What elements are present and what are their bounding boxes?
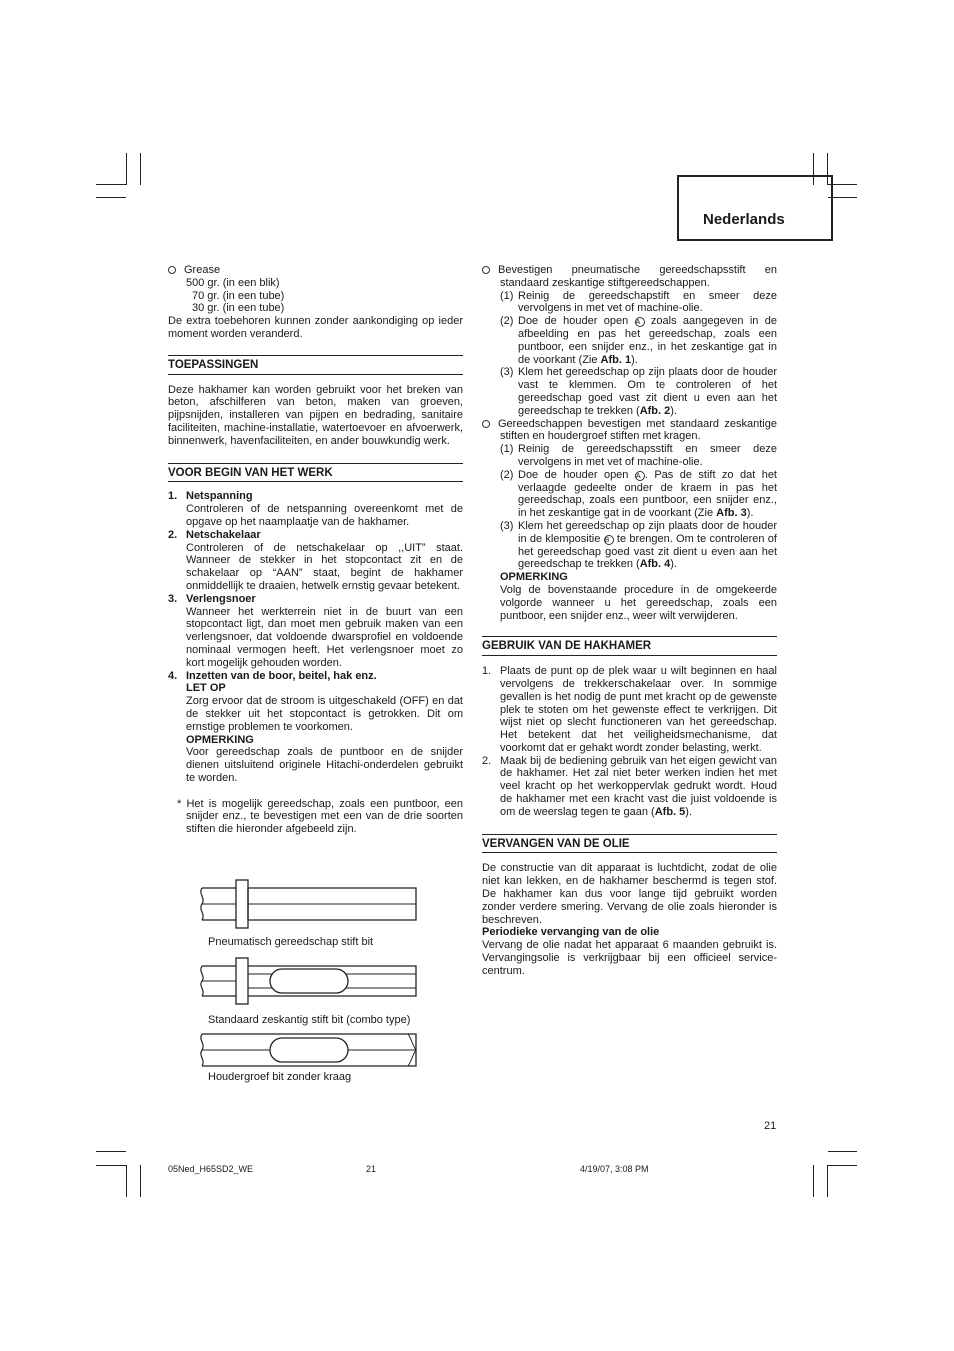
caution-label: LET OP [186,682,226,695]
collar-intro [482,418,777,444]
crop-mark [828,1151,857,1152]
step-item [482,290,777,316]
language-tab [677,175,833,241]
figure-ref: Afb. 2 [639,404,671,417]
list-item [482,665,777,755]
step-number: (3) [500,519,514,532]
hex-bit-illustration [198,956,420,1006]
marker-a-icon: A [635,471,645,481]
step-item [482,443,777,469]
item-title: Verlengsnoer [186,592,256,605]
crop-mark [813,1165,814,1197]
crop-mark [140,1165,141,1197]
section-heading-use: GEBRUIK VAN DE HAKHAMER [482,636,777,656]
asterisk-note: * Het is mogelijk gereedschap, zoals een puntboor, een snijder enz., te bevestigen met een van de drie soorten stiften die hieronder afgebeeld zijn. [177,797,463,836]
note-text: Volg de bovenstaande procedure in de omgekeerde volgorde wanneer u het gereedschap, zoals een puntboor, een snijder enz., weer wilt verwijderen. [500,583,777,622]
crop-mark [96,1165,126,1166]
left-column [168,264,463,836]
list-item [168,490,463,528]
use-list [482,665,777,819]
bit-caption: Pneumatisch gereedschap stift bit [208,936,374,948]
step-number: (2) [500,315,514,328]
note-label: OPMERKING [500,571,568,584]
item-number: 2. [168,528,178,541]
step-item [482,315,777,366]
bullet-circle-icon [482,420,490,428]
periodic-label: Periodieke vervanging van de olie [482,926,660,939]
item-text: Wanneer het werkterrein niet in de buurt van een stopcontact ligt, dan moet men gebruik maken van een verlengsnoer, dat voldoende dwarsprofiel en voldoende nominaal vermogen heeft. Het verlengsnoer moet zo kort mogelijk gehouden worden. [186,605,463,669]
oil-text: De constructie van dit apparaat is luchtdicht, zodat de olie niet kan lekken, en de hakhamer beschermd is tegen stof. De hakhamer kan dus voor lange tijd gebruikt worden zonder verdere smering. Vervang de olie zoals hieronder is beschreven. [482,862,777,926]
figure-ref: Afb. 5 [654,805,686,818]
marker-a-icon: A [635,317,645,327]
step-item [482,520,777,571]
crop-mark [96,197,126,198]
crop-mark [96,1151,126,1152]
list-item [168,529,463,593]
bit-caption: Standaard zeskantig stift bit (combo type) [208,1014,411,1026]
language-label: Nederlands [703,211,785,228]
step-number: (1) [500,443,514,456]
crop-mark [96,184,126,185]
item-text: Maak bij de bediening gebruik van het eigen gewicht van de hakhamer. Het zal niet beter werken indien het met veel kracht op het werkoppervlak gedrukt wordt. Houd de hakhamer met een kracht vast die juist voldoende is om de weerslag tegen te gaan (Afb. 5). [500,754,777,818]
item-title: Inzetten van de boor, beitel, hak enz. [186,669,377,682]
grease-line [168,264,463,277]
pneumatic-bit-illustration [198,878,420,930]
item-number: 4. [168,669,178,682]
grease-item: 30 gr. (in een tube) [192,302,285,315]
item-number: 1. [482,665,492,678]
item-number: 3. [168,592,178,605]
note-label: OPMERKING [186,733,254,746]
step-text: Doe de houder open A . Pas de stift zo dat het verlaagde gedeelte onder de kraem in pas het gereedschap, zoals een puntboor, een snijder enz., in het zeskantige gat in de voorkant (Zie Afb. 3). [518,468,777,520]
step-text: Doe de houder open A zoals aangegeven in de afbeelding en pas het gereedschap, zoals een puntboor, een snijder enz., in het zeskantige gat in de voorkant (Zie Afb. 1). [518,315,777,366]
figure-ref: Afb. 4 [639,558,671,571]
step-text: Klem het gereedschap op zijn plaats door de houder vast te klemmen. Om te controleren of het gereedschap goed vast zit dient u even aan het gereedschap te trekken (Afb. 2). [518,366,777,417]
crop-mark [126,1165,127,1197]
item-title: Netspanning [186,490,253,503]
page-number: 21 [764,1120,777,1132]
pneumatic-intro-text: Bevestigen pneumatische gereedschapsstift en standaard zeskantige stiftgereedschappen. [498,264,777,289]
crop-mark [827,1165,828,1197]
grease-item: 500 gr. (in een blik) [186,276,280,289]
item-text: Plaats de punt op de plek waar u wilt beginnen en haal vervolgens de trekkerschakelaar over. In sommige gevallen is het nodig de punt met kracht op de gewenste plek te stoten om het gewenste effect te verkrijgen. Dit wijst niet op slecht functioneren van het gereedschap. Het betekent dat het veiligheidsmechanisme, dat voorkomt dat er gehakt wordt zonder belasting, werkt. [500,665,777,754]
item-text: Controleren of de netschakelaar op ,,UIT” staat. Wanneer de stekker in het stopcontact zit en de schakelaar op “AAN” staat, begint de hakhamer onmiddellijk te draaien, hetwelk ernstig gevaar betekent. [186,541,463,592]
periodic-text: Vervang de olie nadat het apparaat 6 maanden gebruikt is. Vervangingsolie is verkrijgbaar bij een officieel service-centrum. [482,939,777,977]
caution-text: Zorg ervoor dat de stroom is uitgeschakeld (OFF) en dat de stekker uit het stopcontact is getrokken. Dit om ernstige problemen te voorkomen. [186,695,463,733]
item-number: 1. [168,490,178,503]
list-item [168,670,463,785]
footer-filename: 05Ned_H65SD2_WE [168,1164,254,1174]
grease-item: 70 gr. (in een tube) [192,289,285,302]
step-item [482,366,777,417]
step-text: Reinig de gereedschapsstift en smeer deze vervolgens in met vet of machine-olie. [518,443,777,468]
step-text: Klem het gereedschap op zijn plaats door de houder in de klempositie B te brengen. Om te controleren of het gereedschap goed vast zit dient u even aan het gereedschap te trekken (Afb. 4). [518,519,777,571]
before-work-list [168,490,463,784]
groove-bit-illustration [198,1032,420,1068]
item-number: 2. [482,754,492,767]
crop-mark [828,1165,857,1166]
list-item [482,755,777,819]
right-column [482,264,777,978]
step-number: (2) [500,468,514,481]
marker-b-icon: B [604,535,614,545]
step-number: (3) [500,366,514,379]
section-heading-applications: TOEPASSINGEN [168,355,463,375]
section-heading-oil: VERVANGEN VAN DE OLIE [482,834,777,854]
footer-page: 21 [366,1164,377,1174]
step-text: Reinig de gereedschapstift en smeer deze vervolgens in met vet of machine-olie. [518,289,777,315]
bullet-circle-icon [482,266,490,274]
item-title: Netschakelaar [186,528,261,541]
footer-timestamp: 4/19/07, 3:08 PM [580,1164,649,1174]
item-text: Controleren of de netspanning overeenkomt met de opgave op het naamplaatje van de hakhamer. [186,503,463,528]
collar-intro-text: Gereedschappen bevestigen met standaard zeskantige stiften en houdergroef stiften met kragen. [498,417,777,443]
step-number: (1) [500,289,514,302]
pneumatic-intro [482,264,777,290]
bullet-circle-icon [168,266,176,274]
section-heading-before-work: VOOR BEGIN VAN HET WERK [168,463,463,483]
accessories-note: De extra toebehoren kunnen zonder aankondiging op ieder moment worden veranderd. [168,315,463,340]
grease-label: Grease [184,264,221,276]
step-item [482,469,777,520]
figure-ref: Afb. 3 [716,507,747,520]
note-text: Voor gereedschap zoals de puntboor en de snijder dienen uitsluitend originele Hitachi-onderdelen gebruikt te worden. [186,746,463,784]
bit-caption: Houdergroef bit zonder kraag [208,1071,352,1083]
list-item [168,593,463,670]
crop-mark [140,153,141,185]
figure-ref: Afb. 1 [600,353,632,366]
applications-text: Deze hakhamer kan worden gebruikt voor het breken van beton, afschilferen van beton, maken van groeven, pijpsnijden, installeren van pijpen en bedrading, sanitaire faciliteiten, machine-installatie, watertoevoer en afvoerwerk, binnenwerk, havenfaciliteiten, en ander bouwkundig werk. [168,383,463,447]
crop-mark [126,153,127,185]
